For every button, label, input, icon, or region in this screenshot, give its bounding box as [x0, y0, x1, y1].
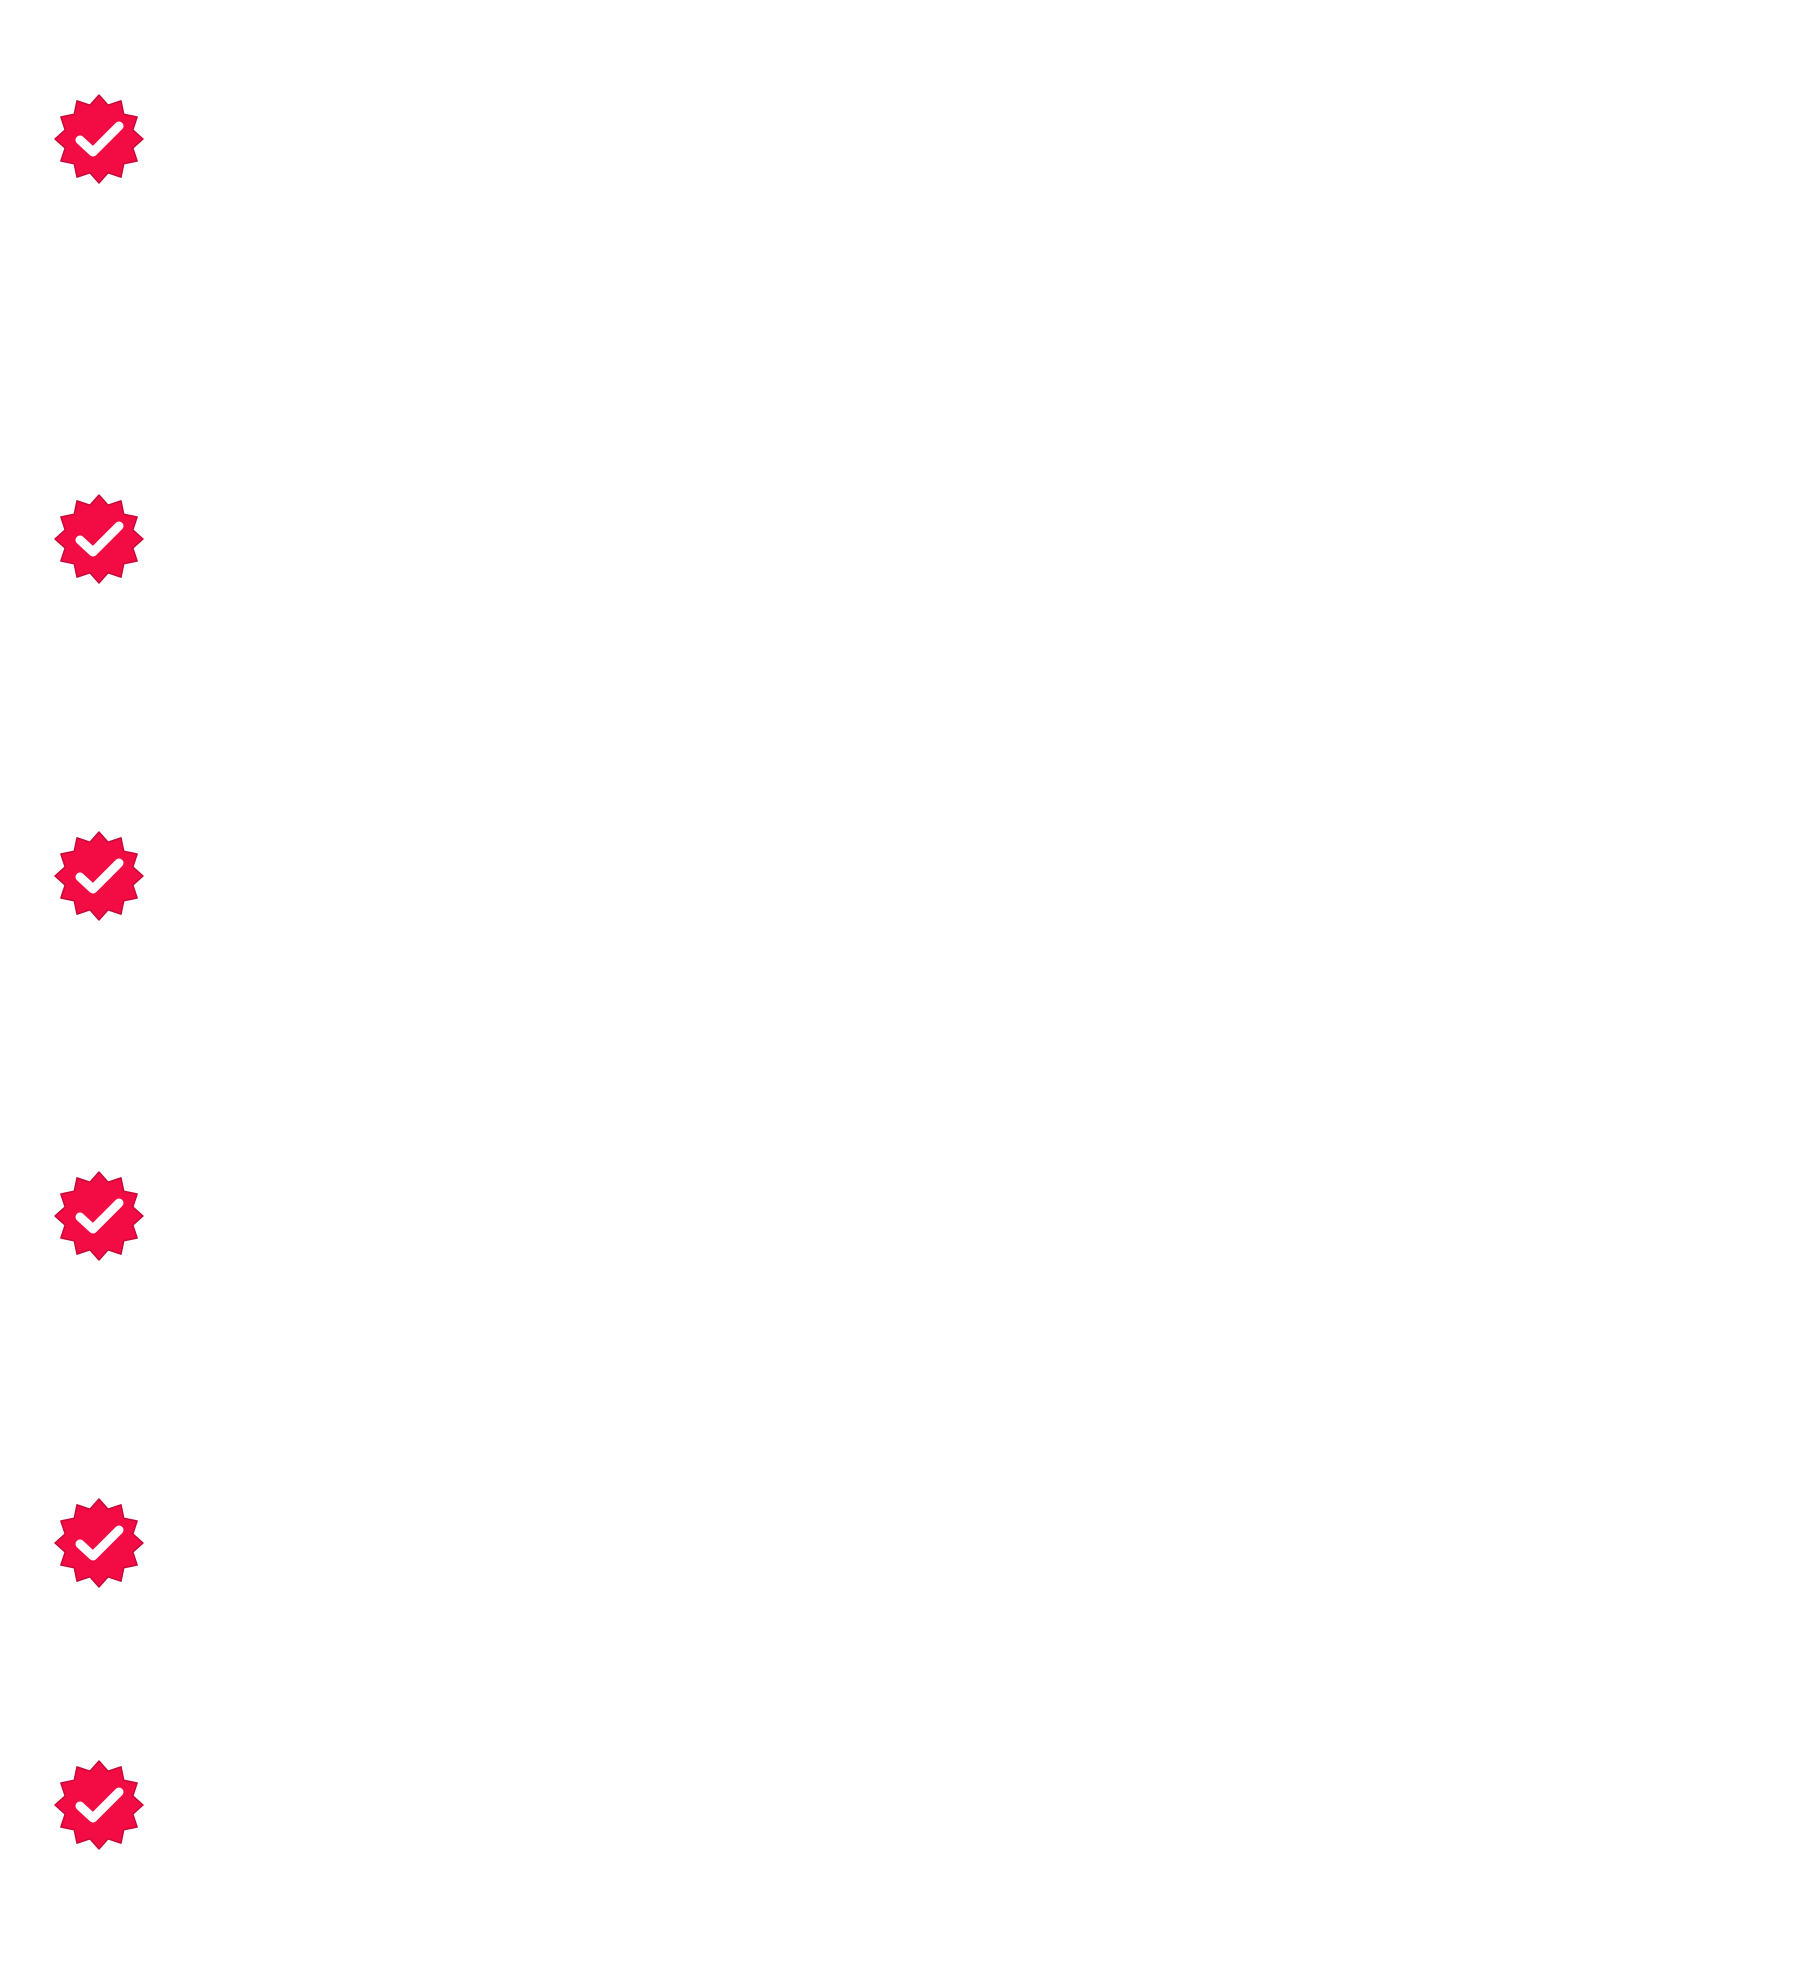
verified-badge-icon: [54, 1498, 144, 1588]
checklist-item-5: [54, 1498, 144, 1588]
checklist-item-1: [54, 94, 144, 184]
checklist-item-3: [54, 831, 144, 921]
verified-badge-icon: [54, 1171, 144, 1261]
checklist-item-4: [54, 1171, 144, 1261]
verified-badge-icon: [54, 494, 144, 584]
checklist-item-6: [54, 1760, 144, 1850]
verified-badge-icon: [54, 94, 144, 184]
verified-badge-icon: [54, 1760, 144, 1850]
checklist-item-2: [54, 494, 144, 584]
verified-badge-icon: [54, 831, 144, 921]
